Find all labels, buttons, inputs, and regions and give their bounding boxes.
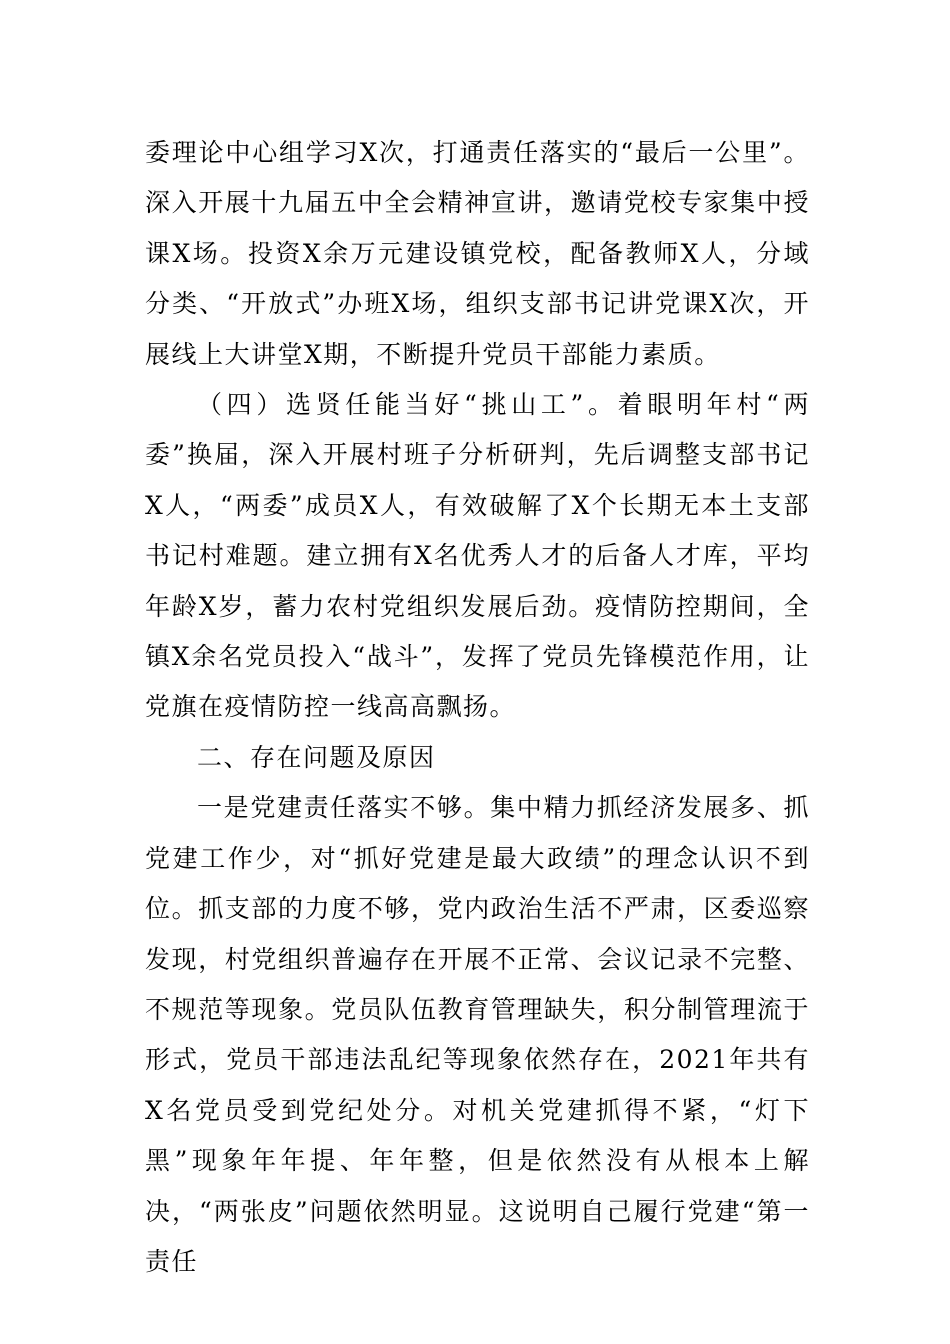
section-heading-problems: 二、存在问题及原因 bbox=[197, 742, 436, 772]
document-body bbox=[145, 128, 810, 1287]
paragraph-problem-one: 一是党建责任落实不够。集中精力抓经济发展多、抓党建工作少，对“抓好党建是最大政绩”的理念认识不到位。抓支部的力度不够，党内政治生活不严肃，区委巡察发现，村党组织普遍存在开展不正常、会议记录不完整、不规范等现象。党员队伍教育管理缺失，积分制管理流于形式，党员干部违法乱纪等现象依然存在，2021年共有X名党员受到党纪处分。对机关党建抓得不紧，“灯下黑”现象年年提、年年整，但是依然没有从根本上解决，“两张皮”问题依然明显。这说明自己履行党建“第一责任 bbox=[145, 793, 810, 1276]
paragraph-section-four: （四）选贤任能当好“挑山工”。着眼明年村“两委”换届，深入开展村班子分析研判，先后调整支部书记X人，“两委”成员X人，有效破解了X个长期无本土支部书记村难题。建立拥有X名优秀人才的后备人才库，平均年龄X岁，蓄力农村党组织发展后劲。疫情防控期间，全镇X余名党员投入“战斗”，发挥了党员先锋模范作用，让党旗在疫情防控一线高高飘扬。 bbox=[145, 390, 810, 722]
paragraph-continuation: 委理论中心组学习X次，打通责任落实的“最后一公里”。深入开展十九届五中全会精神宣讲，邀请党校专家集中授课X场。投资X余万元建设镇党校，配备教师X人，分域分类、“开放式”办班X场，组织支部书记讲党课X次，开展线上大讲堂X期，不断提升党员干部能力素质。 bbox=[145, 138, 810, 369]
